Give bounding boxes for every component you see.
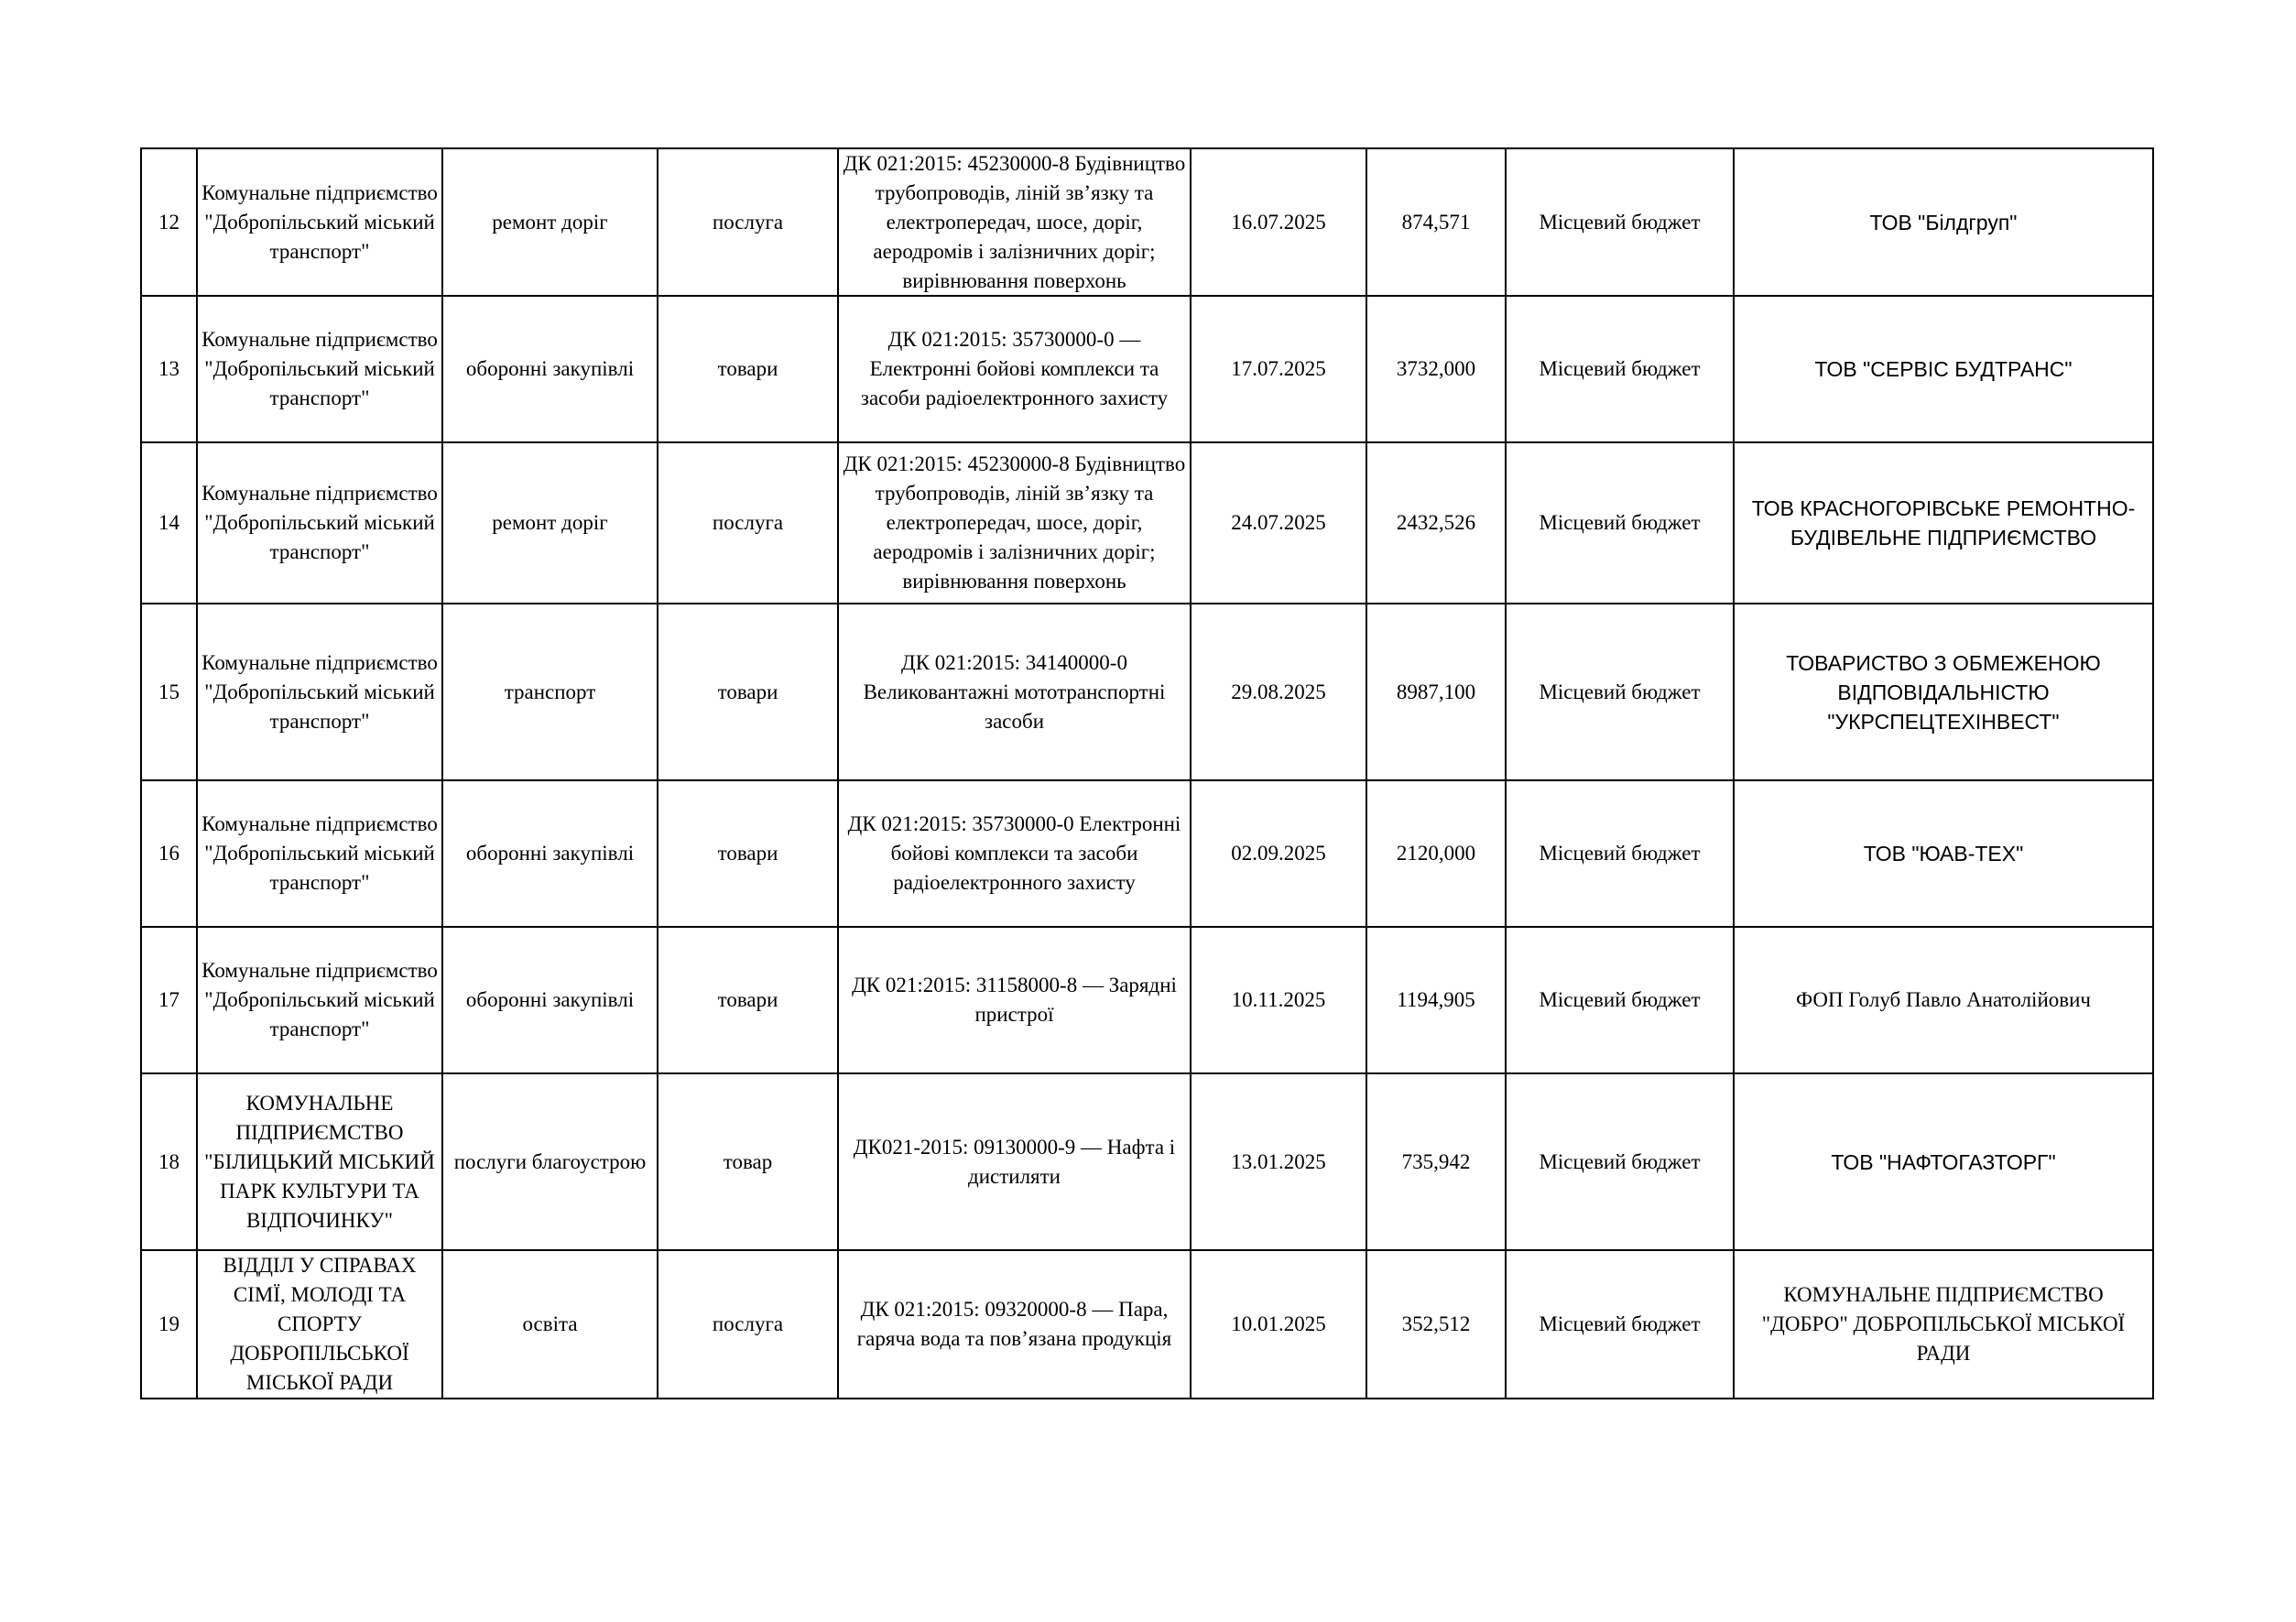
funding-source: Місцевий бюджет <box>1506 442 1734 604</box>
funding-source: Місцевий бюджет <box>1506 780 1734 927</box>
cpv-code: ДК 021:2015: 35730000-0 — Електронні бойові комплекси та засоби радіоелектронного захисту <box>838 296 1191 442</box>
contract-date: 13.01.2025 <box>1191 1073 1366 1250</box>
procurement-type: послуга <box>658 1250 838 1399</box>
customer-name: Комунальне підприємство "Добропільський міський транспорт" <box>197 927 442 1073</box>
contract-amount: 2432,526 <box>1366 442 1506 604</box>
contract-date: 02.09.2025 <box>1191 780 1366 927</box>
table-row <box>141 442 2153 604</box>
contract-amount: 3732,000 <box>1366 296 1506 442</box>
contract-amount: 352,512 <box>1366 1250 1506 1399</box>
customer-name: КОМУНАЛЬНЕ ПІДПРИЄМСТВО "БІЛИЦЬКИЙ МІСЬКИЙ ПАРК КУЛЬТУРИ ТА ВІДПОЧИНКУ" <box>197 1073 442 1250</box>
contract-date: 16.07.2025 <box>1191 148 1366 296</box>
cpv-code: ДК 021:2015: 45230000-8 Будівництво трубопроводів, ліній зв’язку та електропередач, шосе, доріг, аеродромів і залізничних доріг; вирівнювання поверхонь <box>838 148 1191 296</box>
cpv-code: ДК 021:2015: 31158000-8 — Зарядні пристрої <box>838 927 1191 1073</box>
supplier-name: ТОВАРИСТВО З ОБМЕЖЕНОЮ ВІДПОВІДАЛЬНІСТЮ "УКРСПЕЦТЕХІНВЕСТ" <box>1734 604 2153 780</box>
table-row <box>141 927 2153 1073</box>
table-row <box>141 780 2153 927</box>
procurement-table <box>140 147 2154 1399</box>
contract-amount: 8987,100 <box>1366 604 1506 780</box>
supplier-name: ТОВ "НАФТОГАЗТОРГ" <box>1734 1073 2153 1250</box>
procurement-category: ремонт доріг <box>442 442 658 604</box>
row-number: 12 <box>141 148 197 296</box>
customer-name: Комунальне підприємство "Добропільський міський транспорт" <box>197 296 442 442</box>
supplier-name: ТОВ "Білдгруп" <box>1734 148 2153 296</box>
supplier-name: ТОВ КРАСНОГОРІВСЬКЕ РЕМОНТНО-БУДІВЕЛЬНЕ ПІДПРИЄМСТВО <box>1734 442 2153 604</box>
procurement-category: оборонні закупівлі <box>442 296 658 442</box>
customer-name: Комунальне підприємство "Добропільський міський транспорт" <box>197 148 442 296</box>
table-row <box>141 604 2153 780</box>
customer-name: Комунальне підприємство "Добропільський міський транспорт" <box>197 604 442 780</box>
funding-source: Місцевий бюджет <box>1506 296 1734 442</box>
funding-source: Місцевий бюджет <box>1506 927 1734 1073</box>
customer-name: Комунальне підприємство "Добропільський міський транспорт" <box>197 442 442 604</box>
contract-amount: 735,942 <box>1366 1073 1506 1250</box>
procurement-category: ремонт доріг <box>442 148 658 296</box>
supplier-name: ТОВ "ЮАВ-ТЕХ" <box>1734 780 2153 927</box>
supplier-name: ФОП Голуб Павло Анатолійович <box>1734 927 2153 1073</box>
contract-amount: 2120,000 <box>1366 780 1506 927</box>
procurement-category: послуги благоустрою <box>442 1073 658 1250</box>
table-row <box>141 1250 2153 1399</box>
funding-source: Місцевий бюджет <box>1506 1250 1734 1399</box>
customer-name: ВІДДІЛ У СПРАВАХ СІМЇ, МОЛОДІ ТА СПОРТУ ДОБРОПІЛЬСЬКОЇ МІСЬКОЇ РАДИ <box>197 1250 442 1399</box>
row-number: 19 <box>141 1250 197 1399</box>
funding-source: Місцевий бюджет <box>1506 604 1734 780</box>
row-number: 14 <box>141 442 197 604</box>
procurement-table-container <box>140 147 2154 1399</box>
funding-source: Місцевий бюджет <box>1506 148 1734 296</box>
supplier-name: КОМУНАЛЬНЕ ПІДПРИЄМСТВО "ДОБРО" ДОБРОПІЛЬСЬКОЇ МІСЬКОЇ РАДИ <box>1734 1250 2153 1399</box>
contract-date: 10.01.2025 <box>1191 1250 1366 1399</box>
contract-date: 10.11.2025 <box>1191 927 1366 1073</box>
procurement-type: товар <box>658 1073 838 1250</box>
cpv-code: ДК 021:2015: 45230000-8 Будівництво трубопроводів, ліній зв’язку та електропередач, шосе, доріг, аеродромів і залізничних доріг; вирівнювання поверхонь <box>838 442 1191 604</box>
procurement-category: освіта <box>442 1250 658 1399</box>
funding-source: Місцевий бюджет <box>1506 1073 1734 1250</box>
row-number: 18 <box>141 1073 197 1250</box>
row-number: 15 <box>141 604 197 780</box>
procurement-type: товари <box>658 927 838 1073</box>
cpv-code: ДК021-2015: 09130000-9 — Нафта і дистиляти <box>838 1073 1191 1250</box>
contract-date: 17.07.2025 <box>1191 296 1366 442</box>
procurement-type: товари <box>658 296 838 442</box>
table-row <box>141 148 2153 296</box>
procurement-category: оборонні закупівлі <box>442 780 658 927</box>
cpv-code: ДК 021:2015: 34140000-0 Великовантажні мототранспортні засоби <box>838 604 1191 780</box>
procurement-type: товари <box>658 604 838 780</box>
cpv-code: ДК 021:2015: 35730000-0 Електронні бойові комплекси та засоби радіоелектронного захисту <box>838 780 1191 927</box>
supplier-name: ТОВ "СЕРВІС БУДТРАНС" <box>1734 296 2153 442</box>
procurement-type: послуга <box>658 148 838 296</box>
procurement-category: транспорт <box>442 604 658 780</box>
cpv-code: ДК 021:2015: 09320000-8 — Пара, гаряча вода та пов’язана продукція <box>838 1250 1191 1399</box>
contract-date: 24.07.2025 <box>1191 442 1366 604</box>
contract-amount: 1194,905 <box>1366 927 1506 1073</box>
procurement-type: товари <box>658 780 838 927</box>
procurement-category: оборонні закупівлі <box>442 927 658 1073</box>
row-number: 13 <box>141 296 197 442</box>
row-number: 17 <box>141 927 197 1073</box>
procurement-type: послуга <box>658 442 838 604</box>
row-number: 16 <box>141 780 197 927</box>
contract-date: 29.08.2025 <box>1191 604 1366 780</box>
contract-amount: 874,571 <box>1366 148 1506 296</box>
customer-name: Комунальне підприємство "Добропільський міський транспорт" <box>197 780 442 927</box>
table-row <box>141 1073 2153 1250</box>
table-row <box>141 296 2153 442</box>
